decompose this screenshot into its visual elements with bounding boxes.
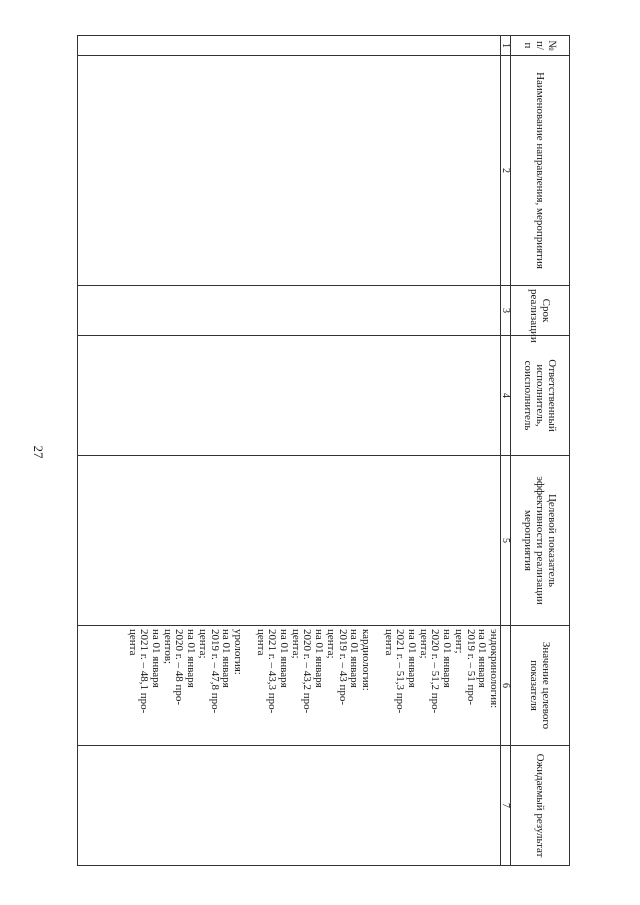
- rotated-table-sheet: [70, 35, 570, 865]
- column-number: 1: [501, 36, 511, 56]
- header-term: Срок реализации: [511, 286, 570, 336]
- column-number: 2: [501, 56, 511, 286]
- value-endocrinology: эндокринология: на 01 января 2019 г. – 51 про- цент; на 01 января 2020 г. – 51,2 про- цента; на 01 января 2021 г. – 51,3 про- цента: [382, 629, 500, 714]
- table-row: [78, 36, 501, 866]
- column-number-row: [501, 36, 511, 866]
- column-number: 7: [501, 746, 511, 866]
- header-executor: Ответственный исполнитель, соисполнитель: [511, 336, 570, 456]
- cell-term: [78, 286, 501, 336]
- column-number: 3: [501, 286, 511, 336]
- cell-values: [78, 626, 501, 746]
- cell-number: [78, 36, 501, 56]
- column-number: 6: [501, 626, 511, 746]
- column-number: 4: [501, 336, 511, 456]
- value-cardiology: кардиология: на 01 января 2019 г. – 43 про- цента; на 01 января 2020 г. – 43,2 про- цента; на 01 января 2021 г. – 43,3 про- цента: [254, 629, 372, 714]
- indicators-table: [77, 35, 570, 866]
- header-name: Наименование направления, мероприятия: [511, 56, 570, 286]
- header-result: Ожидаемый результат: [511, 746, 570, 866]
- table-header-row: [511, 36, 570, 866]
- value-urology: урология: на 01 января 2019 г. – 47,8 про- цента; на 01 января 2020 г. – 48 про- центов; на 01 января 2021 г. – 48,1 про- цента: [126, 629, 244, 714]
- cell-executor: [78, 336, 501, 456]
- header-value: Значение целевого показателя: [511, 626, 570, 746]
- header-indicator: Целевой показатель эффективности реализации мероприятия: [511, 456, 570, 626]
- cell-name: [78, 56, 501, 286]
- page-number: 27: [31, 445, 46, 459]
- header-number: № п/п: [511, 36, 570, 56]
- column-number: 5: [501, 456, 511, 626]
- cell-indicator: [78, 456, 501, 626]
- cell-result: [78, 746, 501, 866]
